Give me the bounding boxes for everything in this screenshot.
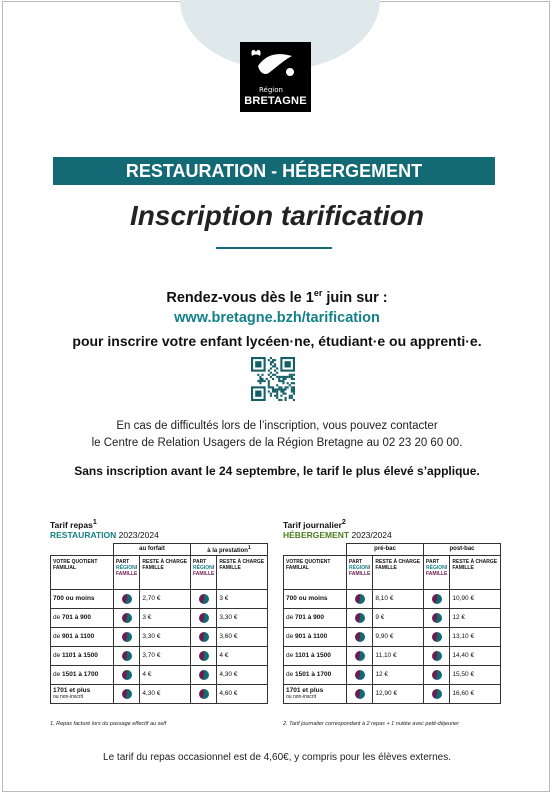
price-cell: 3,70 €: [140, 646, 191, 665]
quotient-subtext: ou non-inscrit: [53, 694, 84, 701]
col-reste-1: RESTE À CHARGE FAMILLE: [140, 555, 191, 589]
col-part-2-a: PART: [426, 558, 440, 565]
meal-tariff-subtitle: [50, 530, 268, 540]
col-part-2-a: PART: [193, 558, 207, 565]
deadline-warning: Sans inscription avant le 24 septembre, le tarif le plus élevé s’applique.: [74, 464, 480, 478]
price-cell: 4,30 €: [217, 665, 268, 684]
quotient-range: 901 à 1100: [295, 633, 328, 641]
col-part-1-a: PART: [116, 558, 130, 565]
table-row: [51, 684, 268, 703]
quotient-range: 1701 et plus: [286, 687, 324, 695]
price-cell: 16,60 €: [450, 684, 501, 703]
quotient-cell: [51, 589, 114, 608]
table-row: [51, 646, 268, 665]
pie-cell: [191, 684, 217, 703]
share-pie-icon: [355, 613, 365, 623]
table-row: [284, 608, 501, 627]
pie-cell: [114, 627, 140, 646]
qr-code[interactable]: [251, 357, 295, 401]
table-row: [284, 627, 501, 646]
share-pie-icon: [355, 594, 365, 604]
contact-line-1: En cas de difficultés lors de l’inscription, vous pouvez contacter: [116, 420, 438, 432]
price-cell: 4,60 €: [217, 684, 268, 703]
ermine-icon: [240, 42, 311, 88]
table-row: [51, 665, 268, 684]
pie-cell: [347, 665, 373, 684]
meal-tariff-title-sup: 1: [92, 518, 97, 526]
quotient-cell: [284, 684, 347, 703]
pie-cell: [114, 589, 140, 608]
logo-small-text: Région: [259, 86, 283, 94]
quotient-cell: [284, 646, 347, 665]
region-bretagne-logo: [240, 42, 311, 112]
pie-cell: [347, 684, 373, 703]
quotient-cell: [284, 627, 347, 646]
share-pie-icon: [432, 632, 442, 642]
quotient-cell: [284, 608, 347, 627]
col-part-2: PART RÉGION/ FAMILLE: [424, 555, 450, 589]
share-pie-icon: [355, 651, 365, 661]
group-header-prestation-text: à la prestation: [207, 547, 248, 554]
price-cell: 13,10 €: [450, 627, 501, 646]
quotient-cell: [51, 684, 114, 703]
pie-cell: [191, 589, 217, 608]
lodging-tariff-title-sup: 2: [341, 518, 346, 526]
price-cell: 4 €: [217, 646, 268, 665]
col-part-1-b: RÉGION: [349, 564, 369, 571]
table-row: [284, 589, 501, 608]
share-pie-icon: [355, 670, 365, 680]
meal-tariff-title: [50, 518, 268, 530]
share-pie-icon: [432, 594, 442, 604]
lodging-tariff-rows: [284, 589, 501, 703]
share-pie-icon: [122, 632, 132, 642]
price-cell: 3 €: [217, 589, 268, 608]
quotient-prefix: de: [53, 614, 63, 622]
group-header-prebac: pré-bac: [347, 543, 424, 555]
pie-cell: [114, 665, 140, 684]
quotient-prefix: de: [53, 671, 63, 679]
col-part-1: PART RÉGION/ FAMILLE: [114, 555, 140, 589]
page-title: Inscription tarification: [129, 200, 425, 231]
share-pie-icon: [432, 689, 442, 699]
pie-cell: [191, 608, 217, 627]
price-cell: 3 €: [140, 608, 191, 627]
quotient-cell: [284, 665, 347, 684]
col-quotient-label: VOTRE QUOTIENT FAMILIAL: [286, 558, 331, 571]
quotient-range: 700 ou moins: [286, 595, 328, 603]
intro-line-1-post: juin sur :: [322, 289, 388, 306]
pie-cell: [191, 646, 217, 665]
group-header-prestation: [191, 543, 268, 555]
col-part-1-c: FAMILLE: [349, 570, 371, 577]
quotient-range: 1501 à 1700: [62, 671, 99, 679]
price-cell: 3,60 €: [217, 627, 268, 646]
tarification-link[interactable]: www.bretagne.bzh/tarification: [174, 310, 380, 326]
pie-cell: [114, 684, 140, 703]
price-cell: 10,90 €: [450, 589, 501, 608]
share-pie-icon: [122, 594, 132, 604]
group-header-prestation-sup: 1: [247, 544, 251, 551]
section-banner: RESTAURATION - HÉBERGEMENT: [53, 157, 495, 185]
col-part-1-c: FAMILLE: [116, 570, 138, 577]
intro-line-1-pre: Rendez-vous dès le 1: [166, 289, 314, 306]
share-pie-icon: [199, 632, 209, 642]
table-row: [284, 665, 501, 684]
col-part-2: PART RÉGION/ FAMILLE: [191, 555, 217, 589]
quotient-cell: [51, 608, 114, 627]
table-row: [51, 589, 268, 608]
price-cell: 9,90 €: [373, 627, 424, 646]
quotient-range: 1701 et plus: [53, 687, 91, 695]
meal-tariff-year: 2023/2024: [116, 529, 159, 540]
group-header-postbac: post-bac: [424, 543, 501, 555]
price-cell: 9 €: [373, 608, 424, 627]
col-part-2-c: FAMILLE: [426, 570, 448, 577]
quotient-range: 701 à 900: [295, 614, 324, 622]
lodging-tariff-category: HÉBERGEMENT: [283, 529, 350, 540]
share-pie-icon: [432, 670, 442, 680]
lodging-tariff-section: [283, 518, 501, 704]
pie-cell: [114, 646, 140, 665]
col-part-2-b: RÉGION: [193, 564, 213, 571]
col-part-1-a: PART: [349, 558, 363, 565]
intro-line-1: [0, 288, 554, 306]
col-quotient: [51, 555, 114, 589]
quotient-range: 1501 à 1700: [295, 671, 332, 679]
lodging-tariff-title-text: Tarif journalier: [283, 519, 342, 530]
col-part-1: PART RÉGION/ FAMILLE: [347, 555, 373, 589]
col-quotient-label: VOTRE QUOTIENT FAMILIAL: [53, 558, 98, 571]
meal-tariff-rows: [51, 589, 268, 703]
price-cell: 4,30 €: [140, 684, 191, 703]
col-reste-1: RESTE À CHARGE FAMILLE: [373, 555, 424, 589]
pie-cell: [424, 608, 450, 627]
price-cell: 8,10 €: [373, 589, 424, 608]
lodging-tariff-year: 2023/2024: [349, 529, 392, 540]
quotient-prefix: de: [286, 614, 296, 622]
quotient-prefix: de: [53, 633, 63, 641]
table-row: [284, 684, 501, 703]
price-cell: 12,90 €: [373, 684, 424, 703]
price-cell: 3,30 €: [140, 627, 191, 646]
col-reste-2: RESTE À CHARGE FAMILLE: [450, 555, 501, 589]
share-pie-icon: [199, 594, 209, 604]
meal-tariff-category: RESTAURATION: [50, 529, 117, 540]
footer-note: Le tarif du repas occasionnel est de 4,60€, y compris pour les élèves externes.: [103, 752, 451, 763]
meal-tariff-table: [50, 543, 268, 704]
price-cell: 12 €: [450, 608, 501, 627]
lodging-tariff-title: [283, 518, 501, 530]
pie-cell: [347, 608, 373, 627]
quotient-range: 1101 à 1500: [62, 652, 98, 660]
price-cell: 11,10 €: [373, 646, 424, 665]
pie-cell: [347, 589, 373, 608]
share-pie-icon: [122, 651, 132, 661]
quotient-cell: [51, 646, 114, 665]
lodging-tariff-note: 2. Tarif journalier correspondant à 2 repas + 1 nuitée avec petit-déjeuner: [283, 721, 460, 727]
quotient-cell: [51, 627, 114, 646]
share-pie-icon: [199, 651, 209, 661]
price-cell: 2,70 €: [140, 589, 191, 608]
pie-cell: [347, 627, 373, 646]
share-pie-icon: [355, 689, 365, 699]
table-row: [51, 627, 268, 646]
pie-cell: [191, 627, 217, 646]
table-row: [51, 608, 268, 627]
contact-line-2: le Centre de Relation Usagers de la Région Bretagne au 02 23 20 60 00.: [91, 437, 463, 449]
pie-cell: [424, 646, 450, 665]
quotient-range: 901 à 1100: [62, 633, 95, 641]
col-reste-2: RESTE À CHARGE FAMILLE: [217, 555, 268, 589]
col-part-1-b: RÉGION: [116, 564, 136, 571]
pie-cell: [191, 665, 217, 684]
price-cell: 4 €: [140, 665, 191, 684]
empty-cell: [284, 543, 347, 555]
lodging-tariff-subtitle: [283, 530, 501, 540]
pie-cell: [424, 627, 450, 646]
title-underline: [216, 247, 332, 249]
quotient-prefix: de: [286, 652, 296, 660]
quotient-range: 701 à 900: [62, 614, 91, 622]
pie-cell: [424, 589, 450, 608]
share-pie-icon: [432, 651, 442, 661]
share-pie-icon: [355, 632, 365, 642]
price-cell: 15,50 €: [450, 665, 501, 684]
pie-cell: [424, 665, 450, 684]
col-quotient: [284, 555, 347, 589]
quotient-range: 700 ou moins: [53, 595, 95, 603]
quotient-cell: [51, 665, 114, 684]
table-row: [284, 646, 501, 665]
contact-info: [0, 418, 554, 452]
quotient-prefix: de: [286, 671, 296, 679]
lodging-tariff-table: [283, 543, 501, 704]
group-header-forfait: au forfait: [114, 543, 191, 555]
quotient-subtext: ou non-inscrit: [286, 694, 317, 701]
intro-line-1-sup: er: [313, 288, 323, 298]
pie-cell: [347, 646, 373, 665]
quotient-cell: [284, 589, 347, 608]
share-pie-icon: [122, 689, 132, 699]
quotient-prefix: de: [286, 633, 296, 641]
meal-tariff-title-text: Tarif repas: [50, 519, 93, 530]
pie-cell: [114, 608, 140, 627]
share-pie-icon: [199, 689, 209, 699]
share-pie-icon: [199, 670, 209, 680]
price-cell: 3,30 €: [217, 608, 268, 627]
meal-tariff-note: 1. Repas facturé lors du passage effectif au self: [50, 721, 167, 727]
intro-line-3: pour inscrire votre enfant lycéen·ne, étudiant·e ou apprenti·e.: [72, 333, 482, 349]
price-cell: 14,40 €: [450, 646, 501, 665]
meal-tariff-section: [50, 518, 268, 704]
share-pie-icon: [122, 613, 132, 623]
col-part-2-c: FAMILLE: [193, 570, 215, 577]
empty-cell: [51, 543, 114, 555]
share-pie-icon: [122, 670, 132, 680]
share-pie-icon: [199, 613, 209, 623]
share-pie-icon: [432, 613, 442, 623]
logo-big-text: BRETAGNE: [244, 95, 307, 107]
price-cell: 12 €: [373, 665, 424, 684]
quotient-range: 1101 à 1500: [295, 652, 331, 660]
pie-cell: [424, 684, 450, 703]
quotient-prefix: de: [53, 652, 63, 660]
col-part-2-b: RÉGION: [426, 564, 446, 571]
